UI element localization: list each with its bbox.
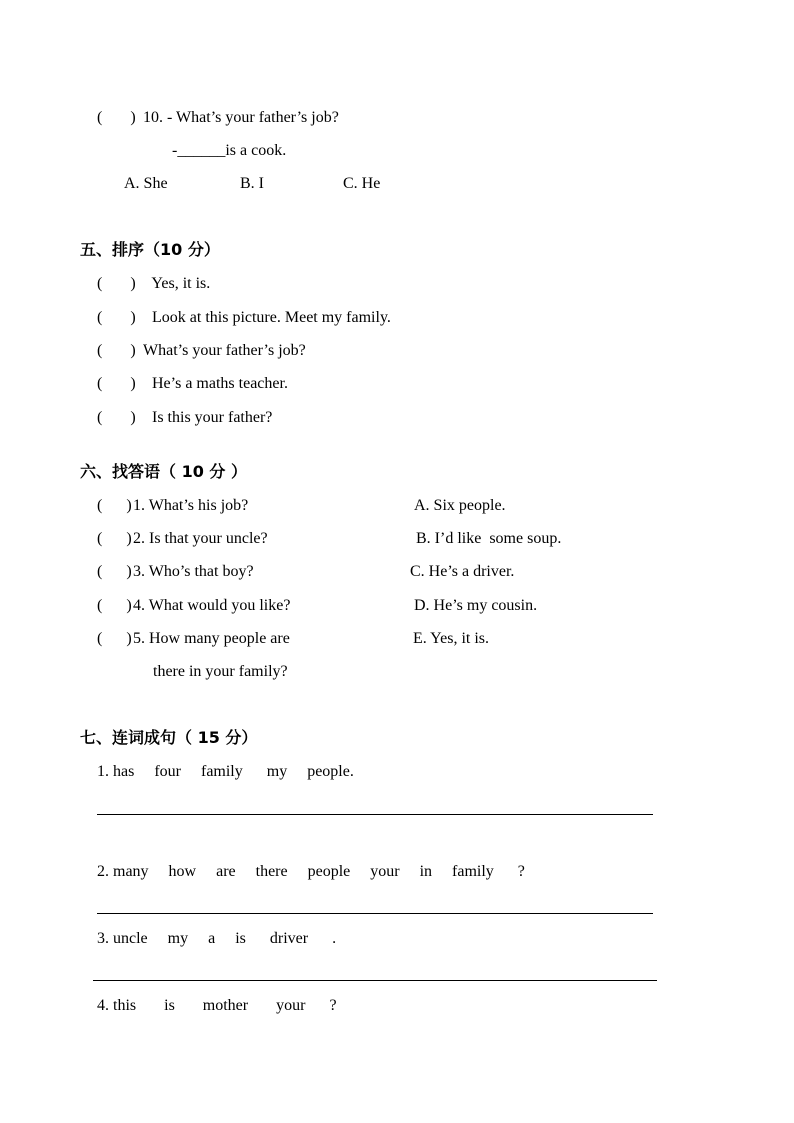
section6-answer-a: A. Six people.	[414, 497, 506, 514]
section6-answer-e: E. Yes, it is.	[413, 630, 490, 647]
section7-answer-line-2[interactable]	[97, 913, 653, 914]
section6-q1-paren[interactable]: ( )	[97, 497, 132, 514]
section6-q3-paren[interactable]: ( )	[97, 563, 132, 580]
section5-title: 五、排序（10 分）	[80, 240, 220, 259]
q10-option-b: B. I	[240, 175, 264, 192]
section7-answer-line-3[interactable]	[93, 980, 657, 981]
section5-item4-paren[interactable]: ( )	[97, 375, 136, 392]
q10-blank-line: -______is a cook.	[172, 142, 287, 159]
section6-q2-text: 2. Is that your uncle?	[133, 530, 268, 547]
section7-title: 七、连词成句（ 15 分）	[80, 728, 258, 747]
section6-title: 六、找答语（ 10 分 ）	[80, 462, 247, 481]
q10-question: 10. - What’s your father’s job?	[143, 109, 339, 126]
section6-q1-text: 1. What’s his job?	[133, 497, 249, 514]
section7-item4: 4. this is mother your ?	[97, 997, 337, 1014]
section6-q3-text: 3. Who’s that boy?	[133, 563, 254, 580]
section7-item3: 3. uncle my a is driver .	[97, 930, 337, 947]
section5-item2-text: Look at this picture. Meet my family.	[148, 309, 391, 326]
q10-option-c: C. He	[343, 175, 381, 192]
q10-option-a: A. She	[124, 175, 168, 192]
section6-answer-c: C. He’s a driver.	[410, 563, 515, 580]
section5-item3-text: What’s your father’s job?	[143, 342, 306, 359]
section7-answer-line-1[interactable]	[97, 814, 653, 815]
section7-item1: 1. has four family my people.	[97, 763, 354, 780]
section6-answer-d: D. He’s my cousin.	[414, 597, 538, 614]
section5-item2-paren[interactable]: ( )	[97, 309, 136, 326]
section6-q4-paren[interactable]: ( )	[97, 597, 132, 614]
section6-answer-b: B. I’d like some soup.	[416, 530, 562, 547]
section6-q5-continuation: there in your family?	[153, 663, 288, 680]
section6-q4-text: 4. What would you like?	[133, 597, 291, 614]
section6-q2-paren[interactable]: ( )	[97, 530, 132, 547]
section5-item3-paren[interactable]: ( )	[97, 342, 136, 359]
section5-item4-text: He’s a maths teacher.	[148, 375, 288, 392]
section5-item5-paren[interactable]: ( )	[97, 409, 136, 426]
section5-item1-paren[interactable]: ( )	[97, 275, 136, 292]
section5-item5-text: Is this your father?	[148, 409, 273, 426]
section6-q5-paren[interactable]: ( )	[97, 630, 132, 647]
section6-q5-text: 5. How many people are	[133, 630, 290, 647]
section5-item1-text: Yes, it is.	[148, 275, 211, 292]
section7-item2: 2. many how are there people your in family ?	[97, 863, 525, 880]
q10-paren[interactable]: ( )	[97, 109, 136, 126]
